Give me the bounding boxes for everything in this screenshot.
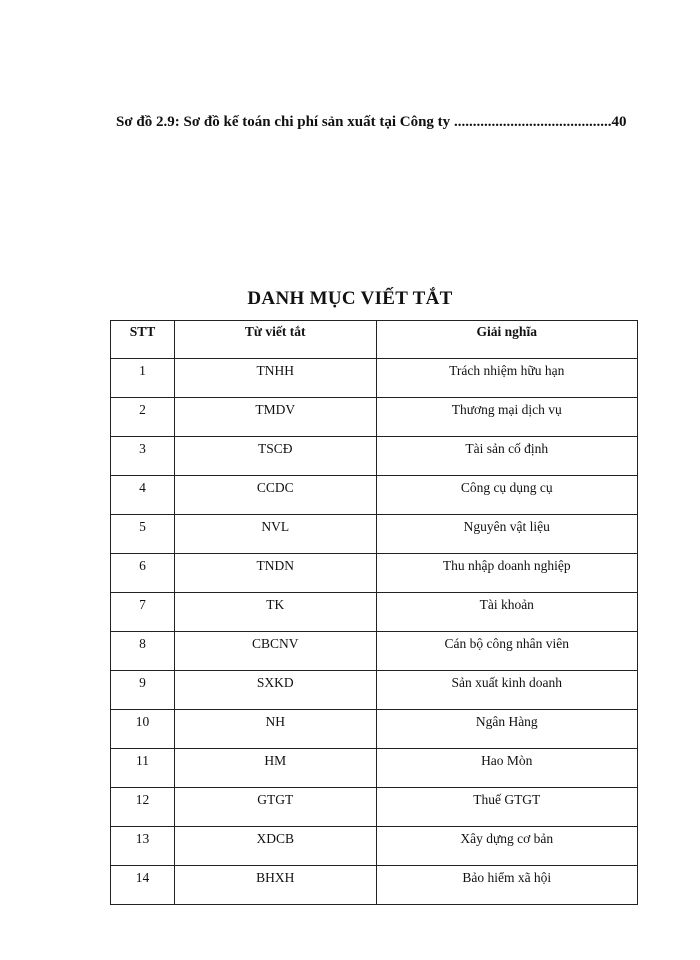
table-row [111, 671, 638, 710]
toc-entry-label: Sơ đồ 2.9: Sơ đồ kế toán chi phí sản xuất tại Công ty [116, 114, 451, 130]
cell-abbreviation: SXKD [174, 671, 376, 710]
cell-abbreviation: BHXH [174, 866, 376, 905]
cell-stt: 2 [111, 398, 175, 437]
cell-stt: 4 [111, 476, 175, 515]
table-header-row [111, 321, 638, 359]
cell-stt: 3 [111, 437, 175, 476]
cell-meaning: Tài khoản [376, 593, 637, 632]
cell-stt: 7 [111, 593, 175, 632]
cell-stt: 12 [111, 788, 175, 827]
toc-entry-page: 40 [611, 114, 627, 130]
table-row [111, 632, 638, 671]
cell-abbreviation: TSCĐ [174, 437, 376, 476]
table-row [111, 710, 638, 749]
header-abbreviation: Từ viết tắt [174, 321, 376, 359]
cell-meaning: Công cụ dụng cụ [376, 476, 637, 515]
cell-meaning: Sản xuất kinh doanh [376, 671, 637, 710]
table-row [111, 827, 638, 866]
cell-abbreviation: TK [174, 593, 376, 632]
cell-stt: 13 [111, 827, 175, 866]
cell-stt: 14 [111, 866, 175, 905]
cell-abbreviation: TNDN [174, 554, 376, 593]
table-row [111, 554, 638, 593]
cell-abbreviation: CCDC [174, 476, 376, 515]
cell-stt: 11 [111, 749, 175, 788]
table-row [111, 866, 638, 905]
cell-meaning: Nguyên vật liệu [376, 515, 637, 554]
table-row [111, 476, 638, 515]
table-row [111, 398, 638, 437]
table-row [111, 788, 638, 827]
cell-meaning: Bảo hiểm xã hội [376, 866, 637, 905]
cell-abbreviation: NH [174, 710, 376, 749]
cell-meaning: Trách nhiệm hữu hạn [376, 359, 637, 398]
cell-abbreviation: CBCNV [174, 632, 376, 671]
header-meaning: Giải nghĩa [376, 321, 637, 359]
cell-meaning: Thương mại dịch vụ [376, 398, 637, 437]
cell-meaning: Thu nhập doanh nghiệp [376, 554, 637, 593]
cell-abbreviation: GTGT [174, 788, 376, 827]
cell-abbreviation: XDCB [174, 827, 376, 866]
table-row [111, 437, 638, 476]
abbreviation-table [110, 320, 638, 905]
table-row [111, 359, 638, 398]
cell-abbreviation: TMDV [174, 398, 376, 437]
cell-stt: 10 [111, 710, 175, 749]
cell-stt: 1 [111, 359, 175, 398]
cell-meaning: Thuế GTGT [376, 788, 637, 827]
page-heading: DANH MỤC VIẾT TẮT [247, 288, 453, 309]
cell-stt: 9 [111, 671, 175, 710]
cell-abbreviation: NVL [174, 515, 376, 554]
cell-abbreviation: TNHH [174, 359, 376, 398]
toc-entry-leader: .......................................... [450, 114, 612, 130]
toc-entry [116, 114, 636, 131]
cell-meaning: Ngân Hàng [376, 710, 637, 749]
cell-stt: 6 [111, 554, 175, 593]
header-stt: STT [111, 321, 175, 359]
cell-stt: 5 [111, 515, 175, 554]
cell-abbreviation: HM [174, 749, 376, 788]
cell-meaning: Cán bộ công nhân viên [376, 632, 637, 671]
table-row [111, 593, 638, 632]
cell-meaning: Hao Mòn [376, 749, 637, 788]
cell-meaning: Xây dựng cơ bản [376, 827, 637, 866]
table-row [111, 515, 638, 554]
cell-stt: 8 [111, 632, 175, 671]
table-row [111, 749, 638, 788]
cell-meaning: Tài sản cố định [376, 437, 637, 476]
